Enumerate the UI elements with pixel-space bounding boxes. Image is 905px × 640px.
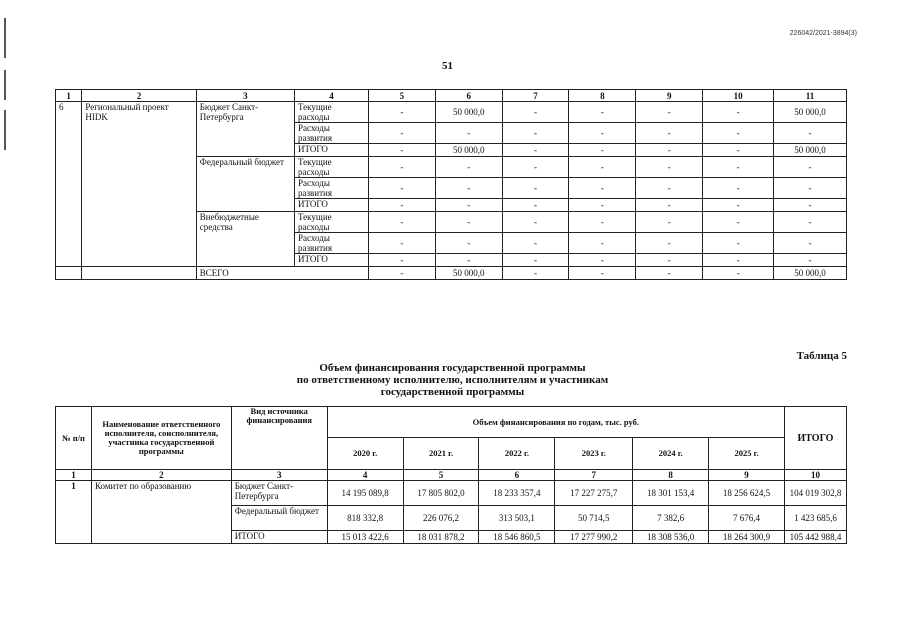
value-cell: - — [368, 199, 435, 212]
total-value: 50 000,0 — [435, 267, 502, 280]
total-value: - — [502, 267, 569, 280]
year-value: 14 195 089,8 — [327, 481, 403, 506]
value-cell: - — [703, 233, 774, 254]
value-cell: - — [636, 157, 703, 178]
column-index: 6 — [479, 470, 555, 481]
value-cell: - — [368, 144, 435, 157]
header-year-2022: 2022 г. — [479, 438, 555, 470]
header-executor: Наименование ответственного исполнителя, соисполнителя, участника государственной программы — [91, 407, 231, 470]
value-cell: - — [435, 123, 502, 144]
year-value: 18 256 624,5 — [709, 481, 785, 506]
year-value: 50 714,5 — [555, 506, 633, 531]
value-cell: - — [774, 199, 847, 212]
column-index: 9 — [709, 470, 785, 481]
value-cell: - — [636, 102, 703, 123]
total-value: - — [368, 267, 435, 280]
year-value: 818 332,8 — [327, 506, 403, 531]
header-year-2020: 2020 г. — [327, 438, 403, 470]
column-index: 4 — [327, 470, 403, 481]
table-5-caption-line-1: Объем финансирования государственной программы — [319, 362, 586, 374]
value-cell: - — [703, 123, 774, 144]
value-cell: - — [569, 102, 636, 123]
value-cell: - — [636, 178, 703, 199]
total-row — [56, 267, 847, 280]
value-cell: - — [703, 157, 774, 178]
header-number: № п/п — [56, 407, 92, 470]
value-cell: - — [774, 157, 847, 178]
column-index: 11 — [774, 90, 847, 102]
value-cell: - — [435, 254, 502, 267]
value-cell: - — [636, 233, 703, 254]
value-cell: - — [569, 212, 636, 233]
empty-cell — [82, 267, 196, 280]
value-cell: - — [502, 102, 569, 123]
value-cell: - — [502, 178, 569, 199]
table-5-caption-line-2: по ответственному исполнителю, исполнителям и участникам — [296, 374, 609, 386]
column-index: 4 — [295, 90, 369, 102]
column-index: 5 — [368, 90, 435, 102]
column-index: 6 — [435, 90, 502, 102]
funding-source: Федеральный бюджет — [196, 157, 294, 212]
table-row — [56, 102, 847, 123]
total-value: 104 019 302,8 — [784, 481, 846, 506]
expense-type: Текущие расходы — [295, 102, 369, 123]
value-cell: - — [435, 212, 502, 233]
value-cell: - — [435, 157, 502, 178]
expense-type: ИТОГО — [295, 254, 369, 267]
value-cell: - — [636, 144, 703, 157]
total-label: ВСЕГО — [196, 267, 368, 280]
column-index: 1 — [56, 90, 82, 102]
value-cell: 50 000,0 — [435, 102, 502, 123]
header-total: ИТОГО — [784, 407, 846, 470]
value-cell: - — [636, 212, 703, 233]
year-value: 17 805 802,0 — [403, 481, 479, 506]
value-cell: - — [774, 178, 847, 199]
value-cell: - — [569, 144, 636, 157]
value-cell: 50 000,0 — [774, 102, 847, 123]
value-cell: - — [774, 212, 847, 233]
year-value: 7 676,4 — [709, 506, 785, 531]
year-value: 18 308 536,0 — [633, 531, 709, 544]
value-cell: - — [368, 233, 435, 254]
expense-type: Расходы развития — [295, 233, 369, 254]
value-cell: - — [774, 123, 847, 144]
value-cell: - — [703, 199, 774, 212]
funding-table-continued — [55, 89, 847, 280]
year-value: 17 227 275,7 — [555, 481, 633, 506]
value-cell: - — [368, 123, 435, 144]
funding-source: Бюджет Санкт-Петербурга — [231, 481, 327, 506]
column-index: 10 — [784, 470, 846, 481]
page-number: 51 — [442, 60, 453, 72]
column-index: 3 — [231, 470, 327, 481]
year-value: 18 546 860,5 — [479, 531, 555, 544]
expense-type: Расходы развития — [295, 178, 369, 199]
header-source: Вид источника финансирования — [231, 407, 327, 470]
table-row — [56, 481, 847, 506]
funding-source: Внебюджетные средства — [196, 212, 294, 267]
value-cell: - — [703, 144, 774, 157]
value-cell: - — [636, 199, 703, 212]
value-cell: - — [569, 157, 636, 178]
total-value: 1 423 685,6 — [784, 506, 846, 531]
scan-margin-marks — [2, 0, 10, 160]
header-year-2025: 2025 г. — [709, 438, 785, 470]
column-index: 8 — [633, 470, 709, 481]
header-year-2024: 2024 г. — [633, 438, 709, 470]
value-cell: - — [569, 199, 636, 212]
value-cell: 50 000,0 — [435, 144, 502, 157]
value-cell: - — [502, 157, 569, 178]
header-year-2021: 2021 г. — [403, 438, 479, 470]
year-value: 226 076,2 — [403, 506, 479, 531]
value-cell: - — [502, 254, 569, 267]
value-cell: - — [435, 178, 502, 199]
executor-name: Комитет по образованию — [91, 481, 231, 544]
value-cell: - — [368, 157, 435, 178]
column-index: 8 — [569, 90, 636, 102]
year-value: 17 277 990,2 — [555, 531, 633, 544]
value-cell: - — [703, 178, 774, 199]
value-cell: - — [569, 233, 636, 254]
table-5-caption-line-3: государственной программы — [380, 386, 525, 398]
value-cell: - — [502, 233, 569, 254]
year-value: 18 031 878,2 — [403, 531, 479, 544]
value-cell: - — [774, 233, 847, 254]
expense-type: ИТОГО — [295, 144, 369, 157]
column-index: 9 — [636, 90, 703, 102]
funding-source: Бюджет Санкт-Петербурга — [196, 102, 294, 157]
column-index: 1 — [56, 470, 92, 481]
value-cell: - — [502, 144, 569, 157]
value-cell: - — [703, 102, 774, 123]
column-index: 10 — [703, 90, 774, 102]
expense-type: Расходы развития — [295, 123, 369, 144]
total-value: 50 000,0 — [774, 267, 847, 280]
total-value: 105 442 988,4 — [784, 531, 846, 544]
value-cell: - — [368, 178, 435, 199]
value-cell: - — [569, 178, 636, 199]
value-cell: 50 000,0 — [774, 144, 847, 157]
value-cell: - — [636, 123, 703, 144]
funding-source: ИТОГО — [231, 531, 327, 544]
value-cell: - — [703, 212, 774, 233]
total-value: - — [569, 267, 636, 280]
year-value: 7 382,6 — [633, 506, 709, 531]
value-cell: - — [569, 254, 636, 267]
column-index-row — [56, 470, 847, 481]
expense-type: Текущие расходы — [295, 212, 369, 233]
value-cell: - — [703, 254, 774, 267]
value-cell: - — [368, 102, 435, 123]
year-value: 18 233 357,4 — [479, 481, 555, 506]
value-cell: - — [774, 254, 847, 267]
header-year-2023: 2023 г. — [555, 438, 633, 470]
funding-source: Федеральный бюджет — [231, 506, 327, 531]
total-value: - — [636, 267, 703, 280]
year-value: 15 013 422,6 — [327, 531, 403, 544]
total-value: - — [703, 267, 774, 280]
year-value: 18 264 300,9 — [709, 531, 785, 544]
value-cell: - — [435, 233, 502, 254]
document-id: 226042/2021-3894(3) — [789, 30, 857, 37]
column-index-row — [56, 90, 847, 102]
value-cell: - — [368, 212, 435, 233]
column-index: 2 — [82, 90, 196, 102]
expense-type: Текущие расходы — [295, 157, 369, 178]
header-years-group: Объем финансирования по годам, тыс. руб. — [327, 407, 784, 438]
column-index: 2 — [91, 470, 231, 481]
value-cell: - — [502, 212, 569, 233]
value-cell: - — [502, 199, 569, 212]
row-number: 1 — [56, 481, 92, 544]
year-value: 313 503,1 — [479, 506, 555, 531]
value-cell: - — [368, 254, 435, 267]
year-value: 18 301 153,4 — [633, 481, 709, 506]
column-index: 7 — [555, 470, 633, 481]
empty-cell — [56, 267, 82, 280]
project-name: Региональный проект HIDK — [82, 102, 196, 267]
column-index: 5 — [403, 470, 479, 481]
column-index: 3 — [196, 90, 294, 102]
value-cell: - — [502, 123, 569, 144]
value-cell: - — [636, 254, 703, 267]
value-cell: - — [435, 199, 502, 212]
value-cell: - — [569, 123, 636, 144]
table-5-label: Таблица 5 — [796, 350, 847, 362]
row-number: 6 — [56, 102, 82, 267]
expense-type: ИТОГО — [295, 199, 369, 212]
column-index: 7 — [502, 90, 569, 102]
table-5 — [55, 406, 847, 544]
